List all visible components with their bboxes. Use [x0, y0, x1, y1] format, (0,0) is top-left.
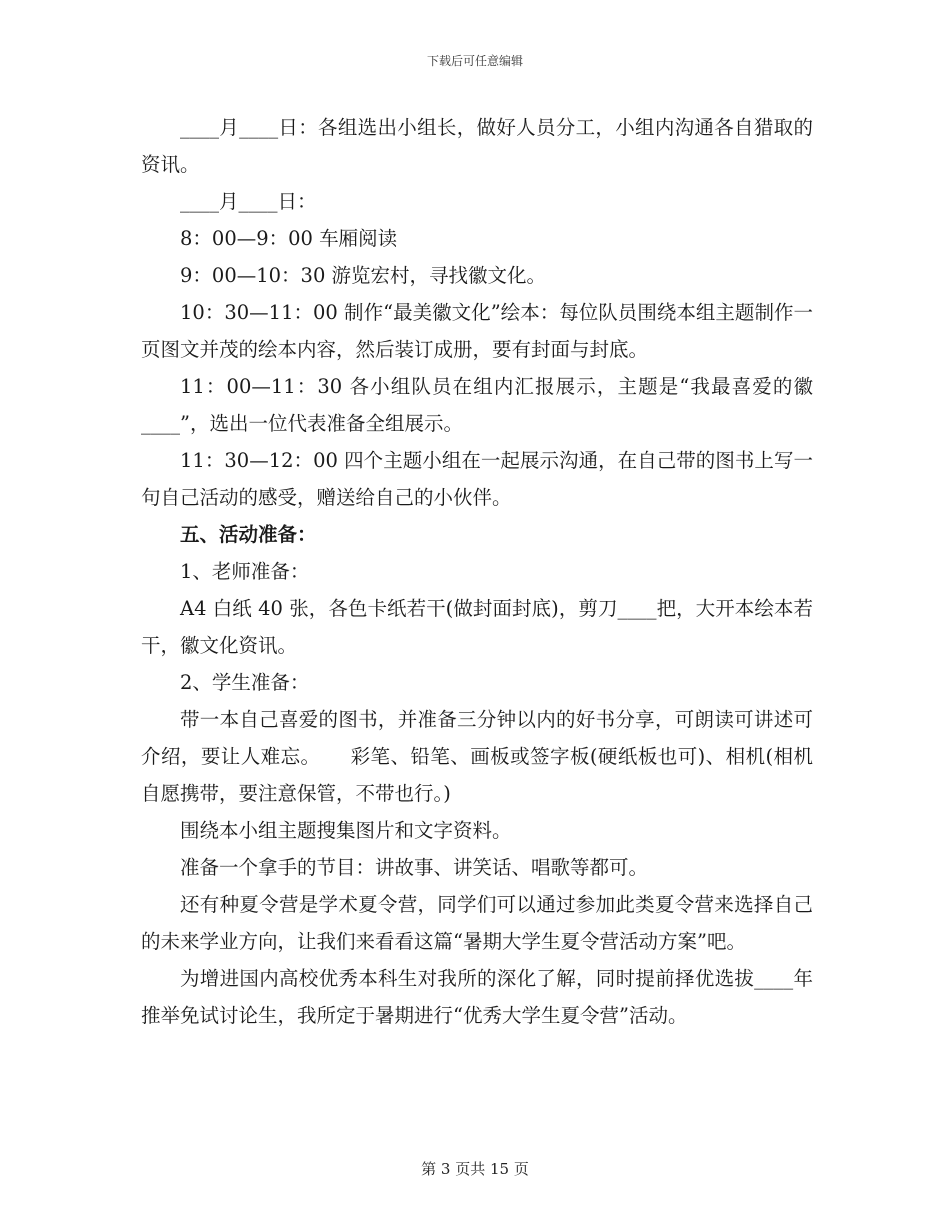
- paragraph: 10：30—11：00 制作“最美徽文化”绘本：每位队员围绕本组主题制作一页图文并茂的绘本内容，然后装订成册，要有封面与封底。: [141, 301, 813, 361]
- paragraph: ____月____日：各组选出小组长，做好人员分工，小组内沟通各自猎取的资讯。: [141, 116, 813, 176]
- paragraph: 11：00—11：30 各小组队员在组内汇报展示，主题是“我最喜爱的徽____”，选出一位代表准备全组展示。: [141, 375, 813, 435]
- paragraph: 为增进国内高校优秀本科生对我所的深化了解，同时提前择优选拔____年推举免试讨论生，我所定于暑期进行“优秀大学生夏令营”活动。: [141, 967, 813, 1027]
- paragraph: 11：30—12：00 四个主题小组在一起展示沟通，在自己带的图书上写一句自己活动的感受，赠送给自己的小伙伴。: [141, 449, 813, 509]
- paragraph: 8：00—9：00 车厢阅读: [180, 227, 398, 250]
- page-footer: 第 3 页共 15 页: [421, 1160, 529, 1178]
- page-header: 下载后可任意编辑: [426, 54, 523, 68]
- paragraph: 准备一个拿手的节目：讲故事、讲笑话、唱歌等都可。: [180, 856, 649, 879]
- paragraph: A4 白纸 40 张，各色卡纸若干(做封面封底)，剪刀____把，大开本绘本若干，徽文化资讯。: [141, 597, 813, 657]
- subheading: 2、学生准备：: [180, 671, 310, 694]
- paragraph: 带一本自己喜爱的图书，并准备三分钟以内的好书分享，可朗读可讲述可介绍，要让人难忘。 彩笔、铅笔、画板或签字板(硬纸板也可)、相机(相机自愿携带，要注意保管，不带也行。): [141, 708, 813, 805]
- paragraph: 围绕本小组主题搜集图片和文字资料。: [180, 819, 512, 842]
- section-heading: 五、活动准备：: [180, 523, 317, 546]
- document-body: [141, 109, 813, 1034]
- paragraph: 还有种夏令营是学术夏令营，同学们可以通过参加此类夏令营来选择自己的未来学业方向，让我们来看看这篇“暑期大学生夏令营活动方案”吧。: [141, 893, 813, 953]
- paragraph: ____月____日：: [180, 190, 317, 213]
- subheading: 1、老师准备：: [180, 560, 310, 583]
- paragraph: 9：00—10：30 游览宏村，寻找徽文化。: [180, 264, 547, 287]
